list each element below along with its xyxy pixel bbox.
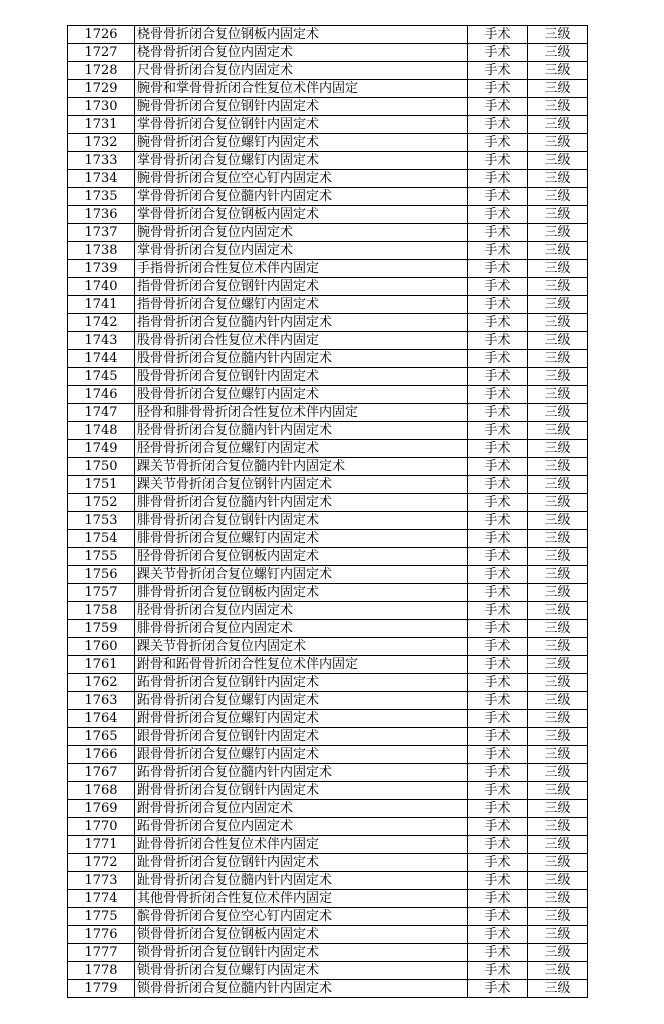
table-row xyxy=(68,458,588,476)
procedure-code-cell: 1731 xyxy=(68,116,135,134)
procedure-code-cell: 1749 xyxy=(68,440,135,458)
table-row xyxy=(68,692,588,710)
procedure-level-cell: 三级 xyxy=(528,188,588,206)
procedure-name-cell: 掌骨骨折闭合复位内固定术 xyxy=(135,242,468,260)
procedure-name-cell: 腓骨骨折闭合复位内固定术 xyxy=(135,620,468,638)
procedure-category-cell: 手术 xyxy=(468,152,528,170)
procedure-name-cell: 胫骨骨折闭合复位髓内针内固定术 xyxy=(135,422,468,440)
procedure-code-cell: 1765 xyxy=(68,728,135,746)
procedure-level-cell: 三级 xyxy=(528,530,588,548)
table-row xyxy=(68,764,588,782)
table-row xyxy=(68,314,588,332)
procedure-category-cell: 手术 xyxy=(468,440,528,458)
procedure-level-cell: 三级 xyxy=(528,476,588,494)
procedure-category-cell: 手术 xyxy=(468,260,528,278)
table-row xyxy=(68,242,588,260)
procedure-name-cell: 锁骨骨折闭合复位螺钉内固定术 xyxy=(135,962,468,980)
procedure-code-cell: 1775 xyxy=(68,908,135,926)
procedure-name-cell: 腕骨和掌骨骨折闭合性复位术伴内固定 xyxy=(135,80,468,98)
procedure-code-cell: 1736 xyxy=(68,206,135,224)
procedure-level-cell: 三级 xyxy=(528,44,588,62)
procedure-level-cell: 三级 xyxy=(528,746,588,764)
procedure-name-cell: 趾骨骨折闭合复位髓内针内固定术 xyxy=(135,872,468,890)
procedure-name-cell: 跖骨骨折闭合复位钢针内固定术 xyxy=(135,674,468,692)
procedure-name-cell: 腓骨骨折闭合复位髓内针内固定术 xyxy=(135,494,468,512)
procedure-name-cell: 跖骨骨折闭合复位螺钉内固定术 xyxy=(135,692,468,710)
table-row xyxy=(68,224,588,242)
procedure-category-cell: 手术 xyxy=(468,782,528,800)
procedure-code-cell: 1776 xyxy=(68,926,135,944)
procedure-name-cell: 腕骨骨折闭合复位螺钉内固定术 xyxy=(135,134,468,152)
procedure-code-cell: 1764 xyxy=(68,710,135,728)
procedure-code-cell: 1774 xyxy=(68,890,135,908)
procedure-category-cell: 手术 xyxy=(468,980,528,998)
procedure-level-cell: 三级 xyxy=(528,692,588,710)
procedure-name-cell: 股骨骨折闭合性复位术伴内固定 xyxy=(135,332,468,350)
procedure-category-cell: 手术 xyxy=(468,602,528,620)
procedure-category-cell: 手术 xyxy=(468,908,528,926)
procedure-category-cell: 手术 xyxy=(468,242,528,260)
procedure-level-cell: 三级 xyxy=(528,602,588,620)
procedure-code-cell: 1766 xyxy=(68,746,135,764)
procedure-category-cell: 手术 xyxy=(468,368,528,386)
table-row xyxy=(68,566,588,584)
procedure-name-cell: 踝关节骨折闭合复位髓内针内固定术 xyxy=(135,458,468,476)
procedure-name-cell: 腕骨骨折闭合复位内固定术 xyxy=(135,224,468,242)
procedure-category-cell: 手术 xyxy=(468,350,528,368)
procedure-name-cell: 掌骨骨折闭合复位钢针内固定术 xyxy=(135,116,468,134)
procedure-code-cell: 1733 xyxy=(68,152,135,170)
procedure-code-cell: 1769 xyxy=(68,800,135,818)
table-row xyxy=(68,746,588,764)
procedure-name-cell: 踝关节骨折闭合复位钢针内固定术 xyxy=(135,476,468,494)
procedure-level-cell: 三级 xyxy=(528,728,588,746)
procedure-name-cell: 锁骨骨折闭合复位钢针内固定术 xyxy=(135,944,468,962)
procedure-category-cell: 手术 xyxy=(468,638,528,656)
procedure-code-cell: 1751 xyxy=(68,476,135,494)
procedure-category-cell: 手术 xyxy=(468,44,528,62)
procedure-name-cell: 跟骨骨折闭合复位螺钉内固定术 xyxy=(135,746,468,764)
procedure-level-cell: 三级 xyxy=(528,494,588,512)
table-row xyxy=(68,728,588,746)
procedure-name-cell: 腓骨骨折闭合复位螺钉内固定术 xyxy=(135,530,468,548)
procedure-category-cell: 手术 xyxy=(468,674,528,692)
table-row xyxy=(68,494,588,512)
procedure-category-cell: 手术 xyxy=(468,854,528,872)
procedure-level-cell: 三级 xyxy=(528,818,588,836)
procedure-code-cell: 1756 xyxy=(68,566,135,584)
procedure-name-cell: 胫骨骨折闭合复位螺钉内固定术 xyxy=(135,440,468,458)
table-row xyxy=(68,926,588,944)
procedure-level-cell: 三级 xyxy=(528,26,588,44)
procedure-code-cell: 1746 xyxy=(68,386,135,404)
procedure-name-cell: 掌骨骨折闭合复位钢板内固定术 xyxy=(135,206,468,224)
procedure-name-cell: 股骨骨折闭合复位钢针内固定术 xyxy=(135,368,468,386)
procedure-name-cell: 掌骨骨折闭合复位螺钉内固定术 xyxy=(135,152,468,170)
procedure-name-cell: 腕骨骨折闭合复位钢针内固定术 xyxy=(135,98,468,116)
procedure-level-cell: 三级 xyxy=(528,242,588,260)
procedure-name-cell: 跖骨骨折闭合复位内固定术 xyxy=(135,818,468,836)
table-row xyxy=(68,260,588,278)
procedure-code-cell: 1760 xyxy=(68,638,135,656)
procedure-category-cell: 手术 xyxy=(468,26,528,44)
procedure-level-cell: 三级 xyxy=(528,548,588,566)
procedure-category-cell: 手术 xyxy=(468,494,528,512)
table-row xyxy=(68,350,588,368)
procedure-name-cell: 腓骨骨折闭合复位钢针内固定术 xyxy=(135,512,468,530)
procedure-category-cell: 手术 xyxy=(468,620,528,638)
procedure-code-cell: 1763 xyxy=(68,692,135,710)
procedure-name-cell: 胫骨骨折闭合复位钢板内固定术 xyxy=(135,548,468,566)
procedure-name-cell: 股骨骨折闭合复位髓内针内固定术 xyxy=(135,350,468,368)
procedure-category-cell: 手术 xyxy=(468,98,528,116)
procedure-code-cell: 1772 xyxy=(68,854,135,872)
procedure-level-cell: 三级 xyxy=(528,710,588,728)
procedure-category-cell: 手术 xyxy=(468,548,528,566)
procedure-level-cell: 三级 xyxy=(528,170,588,188)
procedure-category-cell: 手术 xyxy=(468,926,528,944)
procedure-name-cell: 趾骨骨折闭合性复位术伴内固定 xyxy=(135,836,468,854)
procedure-level-cell: 三级 xyxy=(528,314,588,332)
procedure-category-cell: 手术 xyxy=(468,728,528,746)
procedure-code-cell: 1729 xyxy=(68,80,135,98)
procedure-name-cell: 跗骨和跖骨骨折闭合性复位术伴内固定 xyxy=(135,656,468,674)
table-row xyxy=(68,206,588,224)
procedure-code-cell: 1740 xyxy=(68,278,135,296)
procedure-category-cell: 手术 xyxy=(468,116,528,134)
procedure-category-cell: 手术 xyxy=(468,476,528,494)
procedure-level-cell: 三级 xyxy=(528,854,588,872)
table-row xyxy=(68,440,588,458)
procedure-category-cell: 手术 xyxy=(468,566,528,584)
procedure-name-cell: 锁骨骨折闭合复位髓内针内固定术 xyxy=(135,980,468,998)
table-row xyxy=(68,476,588,494)
procedure-name-cell: 桡骨骨折闭合复位钢板内固定术 xyxy=(135,26,468,44)
procedure-level-cell: 三级 xyxy=(528,638,588,656)
procedure-level-cell: 三级 xyxy=(528,836,588,854)
procedure-code-cell: 1747 xyxy=(68,404,135,422)
procedure-level-cell: 三级 xyxy=(528,152,588,170)
procedure-level-cell: 三级 xyxy=(528,386,588,404)
procedure-level-cell: 三级 xyxy=(528,944,588,962)
table-row xyxy=(68,80,588,98)
procedure-code-cell: 1767 xyxy=(68,764,135,782)
procedure-code-cell: 1743 xyxy=(68,332,135,350)
procedure-name-cell: 指骨骨折闭合复位髓内针内固定术 xyxy=(135,314,468,332)
procedure-level-cell: 三级 xyxy=(528,134,588,152)
procedure-level-cell: 三级 xyxy=(528,926,588,944)
procedure-code-cell: 1732 xyxy=(68,134,135,152)
procedure-name-cell: 跗骨骨折闭合复位内固定术 xyxy=(135,800,468,818)
procedure-level-cell: 三级 xyxy=(528,368,588,386)
procedure-category-cell: 手术 xyxy=(468,944,528,962)
table-row xyxy=(68,782,588,800)
procedure-name-cell: 其他骨骨折闭合性复位术伴内固定 xyxy=(135,890,468,908)
procedure-category-cell: 手术 xyxy=(468,836,528,854)
procedure-code-cell: 1735 xyxy=(68,188,135,206)
table-row xyxy=(68,872,588,890)
procedure-level-cell: 三级 xyxy=(528,206,588,224)
procedure-code-cell: 1748 xyxy=(68,422,135,440)
table-row xyxy=(68,332,588,350)
procedure-category-cell: 手术 xyxy=(468,314,528,332)
procedure-level-cell: 三级 xyxy=(528,332,588,350)
table-row xyxy=(68,26,588,44)
procedure-category-cell: 手术 xyxy=(468,512,528,530)
procedure-code-cell: 1728 xyxy=(68,62,135,80)
procedure-code-cell: 1778 xyxy=(68,962,135,980)
procedure-code-cell: 1750 xyxy=(68,458,135,476)
procedure-name-cell: 踝关节骨折闭合复位内固定术 xyxy=(135,638,468,656)
table-row xyxy=(68,170,588,188)
procedure-category-cell: 手术 xyxy=(468,332,528,350)
procedure-level-cell: 三级 xyxy=(528,980,588,998)
table-row xyxy=(68,548,588,566)
procedure-category-cell: 手术 xyxy=(468,296,528,314)
procedure-code-cell: 1745 xyxy=(68,368,135,386)
procedure-level-cell: 三级 xyxy=(528,296,588,314)
procedure-level-cell: 三级 xyxy=(528,422,588,440)
procedure-level-cell: 三级 xyxy=(528,98,588,116)
table-row xyxy=(68,62,588,80)
procedure-name-cell: 跖骨骨折闭合复位髓内针内固定术 xyxy=(135,764,468,782)
table-row xyxy=(68,278,588,296)
procedure-level-cell: 三级 xyxy=(528,674,588,692)
procedure-code-cell: 1779 xyxy=(68,980,135,998)
procedure-name-cell: 胫骨骨折闭合复位内固定术 xyxy=(135,602,468,620)
procedure-name-cell: 尺骨骨折闭合复位内固定术 xyxy=(135,62,468,80)
procedure-level-cell: 三级 xyxy=(528,620,588,638)
table-row xyxy=(68,638,588,656)
table-row xyxy=(68,674,588,692)
procedure-code-cell: 1759 xyxy=(68,620,135,638)
procedure-name-cell: 锁骨骨折闭合复位钢板内固定术 xyxy=(135,926,468,944)
procedure-level-cell: 三级 xyxy=(528,404,588,422)
procedure-code-cell: 1761 xyxy=(68,656,135,674)
table-row xyxy=(68,98,588,116)
procedure-code-cell: 1727 xyxy=(68,44,135,62)
procedure-name-cell: 指骨骨折闭合复位螺钉内固定术 xyxy=(135,296,468,314)
procedure-category-cell: 手术 xyxy=(468,710,528,728)
table-row xyxy=(68,656,588,674)
procedure-level-cell: 三级 xyxy=(528,260,588,278)
procedure-category-cell: 手术 xyxy=(468,134,528,152)
procedure-category-cell: 手术 xyxy=(468,746,528,764)
procedure-code-cell: 1754 xyxy=(68,530,135,548)
procedure-name-cell: 掌骨骨折闭合复位髓内针内固定术 xyxy=(135,188,468,206)
procedure-level-cell: 三级 xyxy=(528,872,588,890)
procedure-table xyxy=(67,25,588,998)
procedure-category-cell: 手术 xyxy=(468,818,528,836)
procedure-code-cell: 1726 xyxy=(68,26,135,44)
procedure-level-cell: 三级 xyxy=(528,764,588,782)
procedure-category-cell: 手术 xyxy=(468,188,528,206)
procedure-category-cell: 手术 xyxy=(468,764,528,782)
procedure-level-cell: 三级 xyxy=(528,440,588,458)
procedure-category-cell: 手术 xyxy=(468,890,528,908)
procedure-level-cell: 三级 xyxy=(528,116,588,134)
table-row xyxy=(68,512,588,530)
procedure-level-cell: 三级 xyxy=(528,890,588,908)
procedure-code-cell: 1752 xyxy=(68,494,135,512)
table-row xyxy=(68,386,588,404)
procedure-category-cell: 手术 xyxy=(468,62,528,80)
procedure-code-cell: 1744 xyxy=(68,350,135,368)
table-row xyxy=(68,530,588,548)
table-row xyxy=(68,134,588,152)
table-row xyxy=(68,152,588,170)
procedure-category-cell: 手术 xyxy=(468,386,528,404)
procedure-table-body xyxy=(68,26,588,998)
procedure-category-cell: 手术 xyxy=(468,80,528,98)
table-row xyxy=(68,908,588,926)
table-row xyxy=(68,944,588,962)
table-row xyxy=(68,962,588,980)
table-row xyxy=(68,584,588,602)
procedure-level-cell: 三级 xyxy=(528,566,588,584)
procedure-code-cell: 1777 xyxy=(68,944,135,962)
procedure-category-cell: 手术 xyxy=(468,404,528,422)
procedure-category-cell: 手术 xyxy=(468,206,528,224)
procedure-code-cell: 1757 xyxy=(68,584,135,602)
procedure-code-cell: 1737 xyxy=(68,224,135,242)
procedure-code-cell: 1739 xyxy=(68,260,135,278)
procedure-code-cell: 1762 xyxy=(68,674,135,692)
table-row xyxy=(68,44,588,62)
procedure-name-cell: 手指骨折闭合性复位术伴内固定 xyxy=(135,260,468,278)
procedure-category-cell: 手术 xyxy=(468,692,528,710)
table-row xyxy=(68,980,588,998)
procedure-code-cell: 1734 xyxy=(68,170,135,188)
procedure-category-cell: 手术 xyxy=(468,422,528,440)
procedure-code-cell: 1742 xyxy=(68,314,135,332)
procedure-category-cell: 手术 xyxy=(468,170,528,188)
procedure-level-cell: 三级 xyxy=(528,512,588,530)
procedure-level-cell: 三级 xyxy=(528,962,588,980)
procedure-level-cell: 三级 xyxy=(528,62,588,80)
table-row xyxy=(68,602,588,620)
procedure-name-cell: 股骨骨折闭合复位螺钉内固定术 xyxy=(135,386,468,404)
procedure-code-cell: 1730 xyxy=(68,98,135,116)
procedure-code-cell: 1773 xyxy=(68,872,135,890)
procedure-name-cell: 踝关节骨折闭合复位螺钉内固定术 xyxy=(135,566,468,584)
table-row xyxy=(68,188,588,206)
table-row xyxy=(68,116,588,134)
procedure-category-cell: 手术 xyxy=(468,656,528,674)
procedure-category-cell: 手术 xyxy=(468,458,528,476)
procedure-level-cell: 三级 xyxy=(528,656,588,674)
procedure-level-cell: 三级 xyxy=(528,350,588,368)
procedure-code-cell: 1755 xyxy=(68,548,135,566)
procedure-name-cell: 腕骨骨折闭合复位空心钉内固定术 xyxy=(135,170,468,188)
procedure-level-cell: 三级 xyxy=(528,224,588,242)
table-row xyxy=(68,404,588,422)
procedure-category-cell: 手术 xyxy=(468,800,528,818)
procedure-code-cell: 1758 xyxy=(68,602,135,620)
procedure-code-cell: 1770 xyxy=(68,818,135,836)
table-row xyxy=(68,800,588,818)
procedure-code-cell: 1771 xyxy=(68,836,135,854)
procedure-category-cell: 手术 xyxy=(468,530,528,548)
procedure-name-cell: 趾骨骨折闭合复位钢针内固定术 xyxy=(135,854,468,872)
procedure-level-cell: 三级 xyxy=(528,278,588,296)
procedure-code-cell: 1768 xyxy=(68,782,135,800)
procedure-category-cell: 手术 xyxy=(468,584,528,602)
procedure-category-cell: 手术 xyxy=(468,278,528,296)
procedure-level-cell: 三级 xyxy=(528,908,588,926)
table-row xyxy=(68,854,588,872)
procedure-code-cell: 1753 xyxy=(68,512,135,530)
procedure-name-cell: 跗骨骨折闭合复位螺钉内固定术 xyxy=(135,710,468,728)
procedure-level-cell: 三级 xyxy=(528,800,588,818)
table-row xyxy=(68,368,588,386)
procedure-code-cell: 1738 xyxy=(68,242,135,260)
procedure-category-cell: 手术 xyxy=(468,224,528,242)
procedure-name-cell: 跟骨骨折闭合复位钢针内固定术 xyxy=(135,728,468,746)
procedure-name-cell: 指骨骨折闭合复位钢针内固定术 xyxy=(135,278,468,296)
procedure-category-cell: 手术 xyxy=(468,872,528,890)
table-row xyxy=(68,296,588,314)
table-row xyxy=(68,620,588,638)
procedure-name-cell: 胫骨和腓骨骨折闭合性复位术伴内固定 xyxy=(135,404,468,422)
procedure-code-cell: 1741 xyxy=(68,296,135,314)
procedure-name-cell: 跗骨骨折闭合复位钢针内固定术 xyxy=(135,782,468,800)
table-row xyxy=(68,710,588,728)
procedure-name-cell: 腓骨骨折闭合复位钢板内固定术 xyxy=(135,584,468,602)
procedure-level-cell: 三级 xyxy=(528,584,588,602)
procedure-level-cell: 三级 xyxy=(528,458,588,476)
table-row xyxy=(68,818,588,836)
table-row xyxy=(68,836,588,854)
table-row xyxy=(68,890,588,908)
table-row xyxy=(68,422,588,440)
procedure-level-cell: 三级 xyxy=(528,80,588,98)
procedure-name-cell: 桡骨骨折闭合复位内固定术 xyxy=(135,44,468,62)
procedure-name-cell: 髌骨骨折闭合复位空心钉内固定术 xyxy=(135,908,468,926)
procedure-level-cell: 三级 xyxy=(528,782,588,800)
procedure-category-cell: 手术 xyxy=(468,962,528,980)
